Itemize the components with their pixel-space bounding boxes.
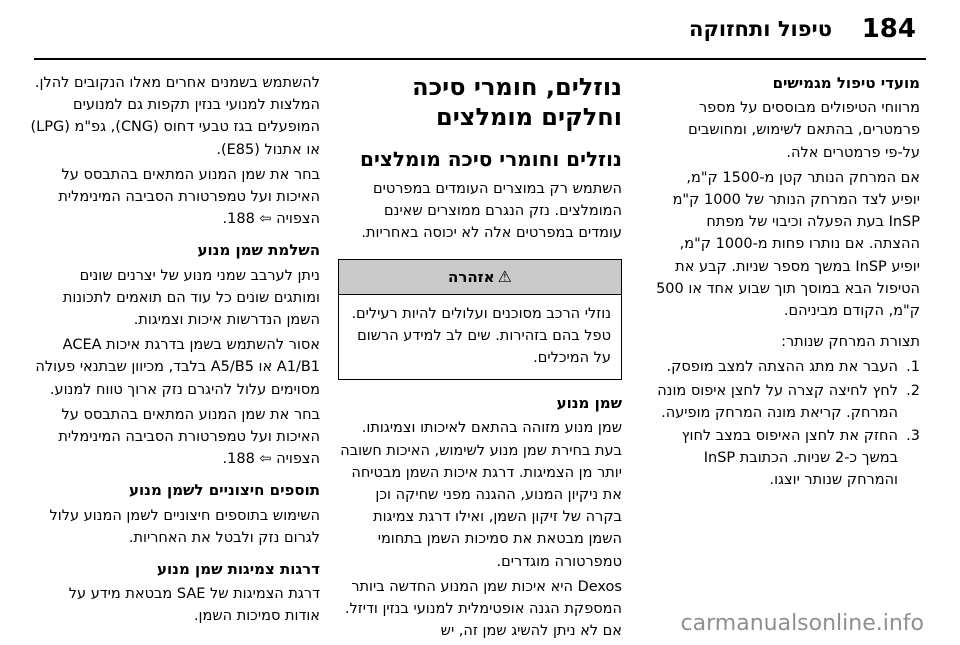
step-number: 1. (906, 359, 920, 376)
step-text: העבר את מתג ההצתה למצב מופסק. (666, 359, 898, 376)
oil-prohibited-paragraph: אסור להשתמש בשמן בדרגת איכות ACEA A1/B1 או A5/B5 בלבד, מכיוון שבתנאי פעולה מסוימים עלול להיגרם נזק ארוך טווח למנוע. (35, 337, 320, 398)
fluids-intro: השתמש רק במוצרים העומדים במפרטים המומלצים. נזק הנגרם ממוצרים שאינם עומדים במפרטים אלה לא יכוסה באחריות. (361, 181, 622, 242)
oil-topup-paragraph: ניתן לערבב שמני מנוע של יצרנים שונים ומותגים שונים כל עוד הם תואמים לתכונות השמן הנדרשות איכות וצמיגות. (62, 267, 320, 329)
step-number: 2. (906, 382, 920, 399)
right-column (654, 72, 920, 493)
engine-oil-heading: שמן מנוע (556, 394, 622, 413)
page-title: טיפול ותחזוקה (689, 17, 832, 41)
page-header (0, 0, 960, 62)
engine-oil-paragraph: שמן מנוע מזוהה בהתאם לאיכותו וצמיגותו. בעת בחירת שמן מנוע לשימוש, האיכות חשובה יותר מן הצמיגות. דרגת איכות השמן מבטיחה את ניקיון המנוע, ההגנה מפני שחיקה וכן בקרה של זיקון השמן, ואילו דרגת צמיגות השמן מבטאת את סמיכות השמן בתחומי טמפרטורה מוגדרים. (340, 420, 622, 570)
header-divider (34, 58, 926, 60)
additives-paragraph: השימוש בתוספים חיצוניים לשמן המנוע עלול לגרום נזק ולבטל את האחריות. (49, 507, 320, 546)
viscosity-paragraph: דרגת הצמיגות של SAE מבטאת מידע על אודות סמיכות השמן. (68, 586, 320, 625)
oil-selection-paragraph: בחר את שמן המנוע המתאים בהתבסס על האיכות ועל טמפרטורת הסביבה המינימלית הצפויה ⇦ 188. (58, 166, 320, 228)
middle-column (338, 72, 622, 645)
section-title: נוזלים, חומרי סיכה וחלקים מומלצים (412, 73, 622, 131)
oil-topup-selection-paragraph: בחר את שמן המנוע המתאים בהתבסס על האיכות ועל טמפרטורת הסביבה המינימלית הצפויה ⇦ 188. (58, 406, 320, 468)
step-text: לחץ לחיצה קצרה על לחצן איפוס מונה המרחק. קריאת מונה המרחק מופיעה. (657, 382, 898, 421)
warning-triangle-icon: ⚠ (497, 266, 512, 286)
reset-steps-list (654, 356, 920, 491)
warning-header (339, 260, 621, 295)
subsection-title: נוזלים וחומרי סיכה מומלצים (360, 147, 622, 171)
step-number: 3. (906, 428, 920, 445)
page-number: 184 (861, 14, 916, 44)
warning-text: נוזלי הרכב מסוכנים ועלולים להיות רעילים. טפל בהם בזהירות. שים לב למידע הרשום על המיכלים. (351, 305, 611, 367)
warning-title: אזהרה (448, 267, 495, 286)
oil-topup-heading: השלמת שמן מנוע (197, 241, 320, 260)
warning-box (338, 259, 622, 381)
list-item (654, 380, 920, 424)
list-item (654, 356, 920, 378)
list-item (654, 425, 920, 492)
additives-heading: תוספים חיצוניים לשמן מנוע (129, 481, 320, 500)
service-intervals-details: אם המרחק הנותר קטן מ-1500 ק"מ, יופיע לצד המרחק הנותר של 1000 ק"מ InSP בעת הפעלה וכיבוי של מפתח ההצתה. אם נותרו פחות מ-1000 ק"מ, יופיע InSP במשך מספר שניות. קבע את הטיפול הבא במוסך תוך שבוע אחד או 500 ק"מ, הקודם מביניהם. (656, 169, 920, 320)
oil-continuation-paragraph: להשתמש בשמנים אחרים מאלו הנקובים להלן. המלצות למנועי בנזין תקפות גם למנועים המופעלים בגז טבעי דחוס (CNG), גפ"מ (LPG) או אתנול (E85). (30, 75, 320, 158)
service-intervals-intro: מרווחי הטיפולים מבוססים על מספר פרמטרים, בהתאם לשימוש, ומחושבים על-פי פרמטרים אלה. (688, 100, 920, 161)
left-column (30, 72, 320, 631)
viscosity-heading: דרגות צמיגות שמן מנוע (157, 560, 320, 579)
watermark: carmanualsonline.info (680, 611, 924, 636)
service-intervals-heading: מועדי טיפול מגמישים (772, 74, 920, 92)
reset-label: תצורת המרחק שנותר: (781, 334, 920, 351)
step-text: החזק את לחצן האיפוס במצב לחוץ במשך כ-2 שניות. הכתובת InSP והמרחק שנותר יוצגו. (681, 428, 898, 489)
dexos-paragraph: Dexos היא איכות שמן המנוע החדשה ביותר המספקת הגנה אופטימלית למנועי בנזין ודיזל. אם לא ניתן להשיג שמן זה, יש (344, 578, 622, 640)
